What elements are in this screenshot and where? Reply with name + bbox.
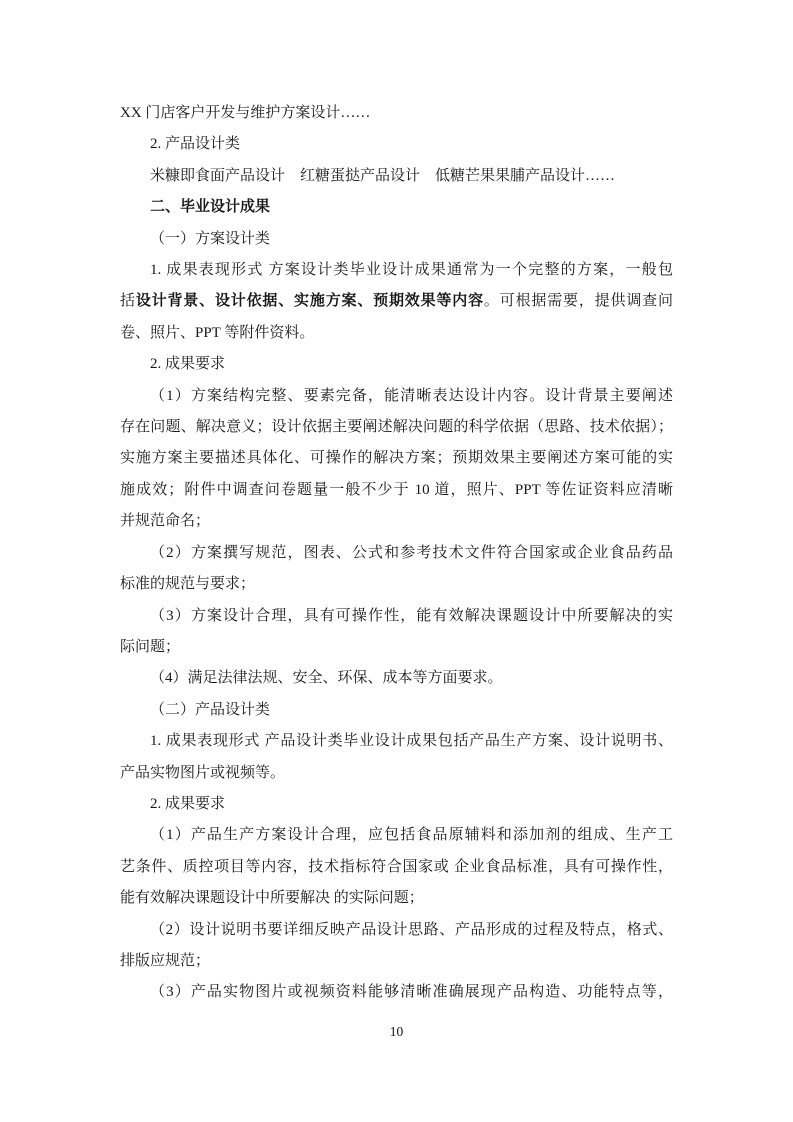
text-run: 标准的规范与要求；: [120, 576, 256, 593]
bold-text-run: 设计背景、设计依据、实施方案、预期效果等内容: [135, 293, 484, 310]
text-line: [120, 381, 673, 412]
text-run: 2. 产品设计类: [150, 136, 241, 153]
text-line: [120, 883, 673, 914]
text-line: [120, 412, 673, 443]
text-line: [120, 726, 673, 757]
text-run: 存在问题、解决意义；设计依据主要阐述解决问题的科学依据（思路、技术依据）；: [120, 419, 673, 436]
text-line: [120, 506, 673, 537]
text-run: 1. 成果表现形式 产品设计类毕业设计成果包括产品生产方案、设计说明书、: [150, 733, 673, 750]
text-run: （3）方案设计合理，具有可操作性，能有效解决课题设计中所要解决的实: [150, 607, 673, 624]
text-line: [120, 161, 673, 192]
text-run: 施成效；附件中调查问卷题量一般不少于 10 道，照片、PPT 等佐证资料应清晰: [120, 481, 673, 498]
text-line: [120, 129, 673, 160]
text-line: [120, 789, 673, 820]
text-run: 括: [120, 293, 136, 310]
text-run: （1）方案结构完整、要素完备，能清晰表达设计内容。设计背景主要阐述: [150, 387, 673, 404]
text-run: （2）设计说明书要详细反映产品设计思路、产品形成的过程及特点，格式、: [150, 921, 673, 938]
bold-text-run: 二、毕业设计成果: [150, 199, 271, 216]
text-run: XX 门店客户开发与维护方案设计……: [120, 105, 371, 121]
text-line: [120, 695, 673, 726]
text-run: 2. 成果要求: [150, 795, 226, 812]
text-line: [120, 224, 673, 255]
text-run: （2）方案撰写规范，图表、公式和参考技术文件符合国家或企业食品药品: [150, 544, 673, 561]
text-run: （二）产品设计类: [150, 701, 271, 718]
text-run: 1. 成果表现形式 方案设计类毕业设计成果通常为一个完整的方案，一般包: [150, 262, 673, 279]
text-line: [120, 632, 673, 663]
text-line: [120, 255, 673, 286]
text-line: [120, 192, 673, 223]
text-line: [120, 318, 673, 349]
text-line: [120, 349, 673, 380]
text-line: [120, 538, 673, 569]
page-number: 10: [389, 1024, 404, 1039]
text-line: [120, 475, 673, 506]
text-run: （一）方案设计类: [150, 230, 271, 247]
text-run: 产品实物图片或视频等。: [120, 764, 286, 781]
text-line: [120, 98, 673, 129]
text-line: [120, 569, 673, 600]
text-run: （3）产品实物图片或视频资料能够清晰准确展现产品构造、功能特点等，: [150, 984, 673, 1001]
text-line: [120, 946, 673, 977]
text-run: （1）产品生产方案设计合理，应包括食品原辅料和添加剂的组成、生产工: [150, 827, 673, 844]
document-body: [120, 98, 673, 1009]
text-run: 际问题；: [120, 638, 181, 655]
text-line: [120, 758, 673, 789]
text-run: （4）满足法律法规、安全、环保、成本等方面要求。: [150, 670, 503, 687]
text-line: [120, 852, 673, 883]
text-run: 米糠即食面产品设计 红糖蛋挞产品设计 低糖芒果果脯产品设计……: [150, 167, 616, 184]
text-line: [120, 286, 673, 317]
text-line: [120, 915, 673, 946]
text-run: 。可根据需要，提供调查问: [483, 293, 673, 310]
text-line: [120, 820, 673, 851]
text-run: 排版应规范；: [120, 952, 211, 969]
text-run: 2. 成果要求: [150, 356, 226, 373]
text-run: 并规范命名；: [120, 513, 211, 530]
text-run: 能有效解决课题设计中所要解决 的实际问题；: [120, 890, 424, 907]
text-run: 卷、照片、PPT 等附件资料。: [120, 324, 315, 341]
text-line: [120, 663, 673, 694]
text-line: [120, 443, 673, 474]
text-run: 实施方案主要描述具体化、可操作的解决方案；预期效果主要阐述方案可能的实: [120, 450, 673, 467]
text-run: 艺条件、质控项目等内容，技术指标符合国家或 企业食品标准，具有可操作性，: [120, 858, 673, 875]
text-line: [120, 977, 673, 1008]
text-line: [120, 601, 673, 632]
